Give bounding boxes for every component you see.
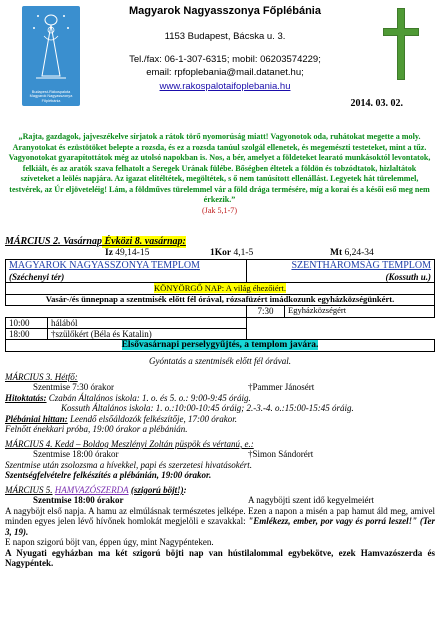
- parish-info: [100, 0, 350, 93]
- march5-intent: A nagyböjti szent idő kegyelmeiért: [248, 495, 374, 506]
- collection-note: Elsővasárnapi perselygyűjtés, a templom javára.: [121, 340, 319, 351]
- gospel-label: Mt: [330, 247, 343, 258]
- scripture-quote: [5, 132, 434, 216]
- march4-note2: Szentségfelvételre felkészítés a plébánián, 19:00 órakor.: [5, 470, 212, 481]
- memento-quote: "Emlékezz, ember, por vagy és porrá leszel!" (Ter 3, 19).: [5, 516, 435, 537]
- sunday-readings: [5, 248, 435, 259]
- ash-wednesday-title: HAMVAZÓSZERDA: [54, 484, 129, 495]
- reading2-label: 1Kor: [210, 247, 232, 258]
- bulletin-date: 2014. 03. 02.: [350, 98, 403, 109]
- strict-fast-label: (szigorú böjt!): [130, 484, 184, 495]
- western-church-note: A Nyugati egyházban ma két szigorú böjti nap van hústilalommal egybekötve, ezek Hamvazószerda és Nagypéntek.: [5, 547, 435, 569]
- church-right-name: SZENTHÁROMSÁG TEMPLOM: [291, 260, 431, 272]
- march3-day: MÁRCIUS 3. Hétfő:: [5, 371, 78, 382]
- bulletin-body: [5, 236, 435, 569]
- catechism-label: Hitoktatás:: [5, 392, 47, 403]
- school2-name: Kossuth Általános iskola: [61, 403, 151, 414]
- march4-mass: Szentmise 18:00 órakor: [33, 449, 119, 460]
- right-mass-time: 7:30: [247, 306, 285, 317]
- march5-day: MÁRCIUS 5.: [5, 484, 53, 495]
- parish-class-label: Plébániai hittan:: [5, 413, 68, 424]
- cross-icon: [381, 6, 421, 82]
- logo-caption: Budapest-Rákospalota Magyarok Nagyasszonya Főplébánia: [29, 89, 73, 103]
- march4-section: [5, 439, 435, 481]
- adult-choir-note: Felnőtt énekkari próba, 19:00 órakor a plébánián.: [5, 424, 188, 435]
- reading1-label: Iz: [105, 247, 113, 258]
- reading2: 4,1-5: [233, 247, 254, 258]
- parish-website-link[interactable]: www.rakospalotaifoplebania.hu: [159, 81, 291, 93]
- church-right-place: (Kossuth u.): [247, 272, 435, 283]
- march5-mass: Szentmise 18:00 órakor: [33, 495, 124, 506]
- march3-section: [5, 372, 435, 435]
- mass-time: 18:00: [6, 328, 48, 339]
- reading1: 49,14-15: [115, 247, 150, 258]
- gospel: 6,24-34: [344, 247, 374, 258]
- sunday-schedule: [5, 259, 435, 352]
- quote-text: „Rajta, gazdagok, jajveszékelve sírjatok a rátok törő nyomorúság miatt! Vagyonotok oda, ruhátokat megette a moly. Aranyotokat és ezüstötöket belepte a rozsda, és ez a rozsda tanúul szolgál ellenetek, és megemészti testeteket, mint a tűz. Vagyonotokat gyarapítottátok még az utolsó napokban is. Nos, a bér, amelyet a földeteket learató munkásoktól levontatok, felkiált, és az aratók szava felhatolt a Seregek Urának fülébe. Bőségben éltetek a földön és tobzódtatok, hizlaltátok szíveteket a leölés napjára. Az igazat elítéltétek, megöltétek, s ő nem tanúsított ellenállást. Legyetek hát türelemmel, testvérek, az Úr eljöveteléig! Lám, a földműves türelemmel vár a föld drága termésére, míg a korai és a késői eső meg nem érkezik.”: [8, 132, 431, 205]
- quote-reference: (Jak 5,1-7): [201, 205, 238, 215]
- prayer-day: KÖNYÖRGŐ NAP: A világ éhezőiért.: [154, 283, 286, 294]
- sunday-heading: [5, 236, 435, 248]
- parish-phone: Tel./fax: 06-1-307-6315; mobil: 06203574229;: [129, 53, 321, 65]
- march5-section: MÁRCIUS 5. HAMVAZÓSZERDA (szigorú böjt!) : Szentmise 18:00 órakor A nagyböjti szent idő kegyelmeiért A nagyböjt első napja. A hamu az elmúlásnak természetes jelképe. Ezen a napon a misén a pap hamut áld meg, amivel minden egyes jelen lévő hívőnek homlokát megjelöli e szavakkal: "Emlékezz, ember, por vagy és porrá leszel!" (Ter 3, 19). E napon szigorú böjt van, éppen úgy, mint Nagypénteken. A Nyugati egyházban ma két szigorú böjti nap van hústilalommal egybekötve, ezek Hamvazószerda és Nagypéntek.: [5, 484, 435, 569]
- school2-times: : 1. o.:10:00-10:45 óráig; 2.-3.-4. o.:15:00-15:45 óráig.: [150, 403, 354, 414]
- march3-mass: Szentmise 7:30 órakor: [33, 382, 114, 393]
- table-row: [6, 317, 435, 328]
- mass-time: 10:00: [6, 317, 48, 328]
- mass-intent: †szülőkért (Béla és Katalin): [48, 328, 247, 339]
- mass-intent: hálából: [48, 317, 247, 328]
- march3-intent: †Pammer Jánosért: [248, 382, 315, 393]
- parish-logo: [22, 6, 80, 106]
- sunday-day: MÁRCIUS 2. Vasárnap: [5, 236, 102, 247]
- confession-note: Gyóntatás a szentmisék előtt fél órával.: [149, 356, 291, 367]
- parish-name: Magyarok Nagyasszonya Főplébánia: [129, 5, 321, 17]
- strict-fast-note: E napon szigorú böjt van, éppen úgy, mint Nagypénteken.: [5, 537, 214, 548]
- march4-note1: Szentmise után zsolozsma a hívekkel, papi és szerzetesi hivatásokért.: [5, 459, 252, 470]
- school1-times: : 1. o. és 5. o.: 9:00-9:45 óráig.: [136, 392, 251, 403]
- parish-email: email: rpfoplebania@mail.datanet.hu;: [146, 67, 304, 79]
- table-row: [6, 328, 435, 339]
- church-left-place: (Széchenyi tér): [6, 272, 247, 283]
- sunday-liturgy: Évközi 8. vasárnap:: [102, 236, 186, 248]
- school1-name: Czabán Általános iskola: [48, 392, 137, 403]
- church-left-name: MAGYAROK NAGYASSZONYA TEMPLOM: [9, 260, 200, 272]
- march4-day: MÁRCIUS 4. Kedd – Boldog Meszlényi Zoltán püspök és vértanú, e.:: [5, 438, 254, 449]
- letterhead: [0, 0, 439, 118]
- parish-address: 1153 Budapest, Bácska u. 3.: [164, 30, 286, 42]
- right-mass-intent: Egyházközségért: [285, 306, 435, 317]
- march4-intent: †Simon Sándorért: [248, 449, 314, 460]
- ash-wednesday-text: A nagyböjt első napja. A hamu az elmúlásnak természetes jelképe. Ezen a napon a misén a pap hamut áld meg, amivel minden egyes jelen lévő hívőnek homlokát megjelöli e szavakkal:: [5, 505, 435, 527]
- parish-class-text: Leendő elsőáldozók felkészítője, 17:00 órakor.: [70, 413, 237, 424]
- rosary-note: Vasár-/és ünnepnap a szentmisék előtt fél órával, rózsafüzért imádkozunk egyházközségünkért.: [6, 295, 435, 306]
